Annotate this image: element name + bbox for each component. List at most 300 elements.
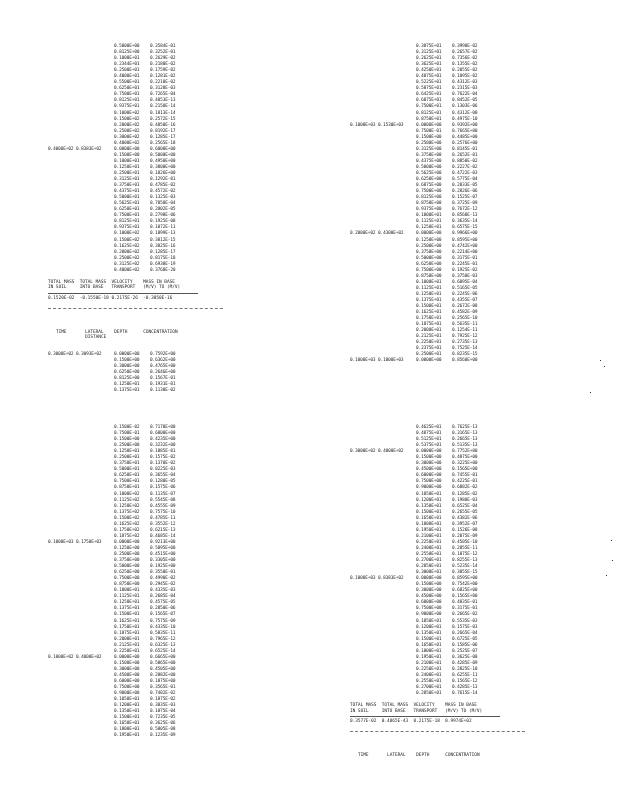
- section-divider: [48, 308, 223, 309]
- depth-cell: 0.5225E+01: [416, 80, 442, 86]
- depth-cell: 0.3625E+01: [416, 62, 442, 68]
- depth-cell: 0.1350E+01: [416, 630, 442, 636]
- concentration-cell: 0.8595E+00: [452, 237, 478, 243]
- concentration-cell: 0.4555E-09: [150, 503, 176, 509]
- depth-cell: 0.1650E+01: [416, 515, 442, 521]
- depth-cell: 0.1000E+01: [416, 213, 442, 219]
- depth-cell: 0.0000E+00: [416, 231, 442, 237]
- depth-cell: 0.2500E+00: [114, 551, 140, 557]
- concentration-cell: 0.3800E+00: [150, 164, 176, 170]
- depth-cell: 0.1950E+01: [114, 733, 140, 739]
- concentration-cell: 0.2833E-05: [452, 183, 478, 189]
- concentration-cell: 0.3165E-13: [452, 431, 478, 437]
- concentration-cell: 0.1292E-01: [150, 177, 176, 183]
- depth-cell: 0.8125E+01: [114, 98, 140, 104]
- depth-cell: 0.7500E-01: [114, 431, 140, 437]
- concentration-cell: 0.4850E-16: [150, 122, 176, 128]
- depth-cell: 0.2125E+01: [416, 334, 442, 340]
- depth-cell: 0.2625E+01: [416, 56, 442, 62]
- concentration-cell: 0.7575E-10: [150, 509, 176, 515]
- concentration-cell: 0.7622E-04: [452, 92, 478, 98]
- depth-cell: 0.3000E+00: [114, 666, 140, 672]
- depth-cell: 0.5375E+01: [416, 443, 442, 449]
- depth-cell: 0.2400E+01: [416, 672, 442, 678]
- depth-cell: 0.6000E+00: [114, 678, 140, 684]
- concentration-cell: 0.1885E-01: [150, 449, 176, 455]
- concentration-cell: 0.6665E+00: [150, 654, 176, 660]
- summary-values: 0.1520E-02 -0.1550E-18 0.2175E-26 -0.3850E-16: [48, 295, 173, 301]
- concentration-cell: 0.8192E-17: [150, 128, 176, 134]
- depth-cell: 0.8125E+00: [114, 50, 140, 56]
- concentration-cell: 0.4225E-01: [452, 479, 478, 485]
- concentration-cell: 0.1280E-05: [150, 479, 176, 485]
- concentration-cell: 0.4572E-02: [150, 189, 176, 195]
- depth-cell: 0.1800E+01: [416, 648, 442, 654]
- concentration-cell: 0.5545E-08: [150, 497, 176, 503]
- depth-cell: 0.6250E+01: [114, 207, 140, 213]
- scan-speck: [606, 575, 607, 576]
- depth-cell: 0.1250E+01: [416, 291, 442, 297]
- concentration-cell: 0.7615E-14: [452, 691, 478, 697]
- concentration-cell: 0.1575E-02: [150, 455, 176, 461]
- concentration-cell: 0.5000E+00: [150, 152, 176, 158]
- concentration-cell: 0.2882E+00: [150, 672, 176, 678]
- concentration-cell: 0.3750E-03: [452, 273, 478, 279]
- concentration-cell: 0.7542E+00: [452, 582, 478, 588]
- depth-cell: 0.2100E+01: [416, 660, 442, 666]
- depth-cell: 0.2100E+01: [416, 533, 442, 539]
- concentration-cell: 0.3175E-01: [452, 255, 478, 261]
- concentration-cell: 0.1303E-06: [452, 104, 478, 110]
- depth-cell: 0.1250E+01: [114, 382, 140, 388]
- depth-cell: 0.1500E+00: [416, 134, 442, 140]
- depth-cell: 0.2375E+01: [416, 346, 442, 352]
- concentration-cell: 0.1285E-17: [150, 249, 176, 255]
- depth-cell: 0.4375E+00: [416, 158, 442, 164]
- depth-cell: 0.1500E+00: [416, 455, 442, 461]
- depth-cell: 0.1500E+01: [114, 612, 140, 618]
- depth-cell: 0.8750E+00: [416, 201, 442, 207]
- concentration-cell: 0.4312E-03: [452, 80, 478, 86]
- summary-header: TOTAL MASS TOTAL MASS VELOCITY MASS IN BASE IN SOIL INTO BASE TRANSPORT (M/V) TO (M/V): [48, 279, 181, 291]
- printout-panel-top-left: [48, 44, 175, 274]
- concentration-cell: 0.4950E+00: [150, 158, 176, 164]
- concentration-cell: 0.4785E-02: [150, 183, 176, 189]
- depth-cell: 0.1000E+02: [114, 491, 140, 497]
- depth-cell: 0.9000E+00: [416, 485, 442, 491]
- concentration-cell: 0.3725E-09: [452, 201, 478, 207]
- depth-cell: 0.8125E+00: [416, 195, 442, 201]
- concentration-cell: 0.1526E-08: [452, 527, 478, 533]
- time-cell: 0.2000E+02 0.4300E+02: [350, 231, 404, 237]
- depth-cell: 0.1125E+02: [114, 497, 140, 503]
- depth-cell: 0.6250E+00: [416, 177, 442, 183]
- concentration-cell: 0.1565E+00: [452, 594, 478, 600]
- concentration-cell: 0.5635E-11: [452, 322, 478, 328]
- table-row: [350, 691, 477, 697]
- time-cell: 0.1000E+02 0.4000E+02: [48, 654, 102, 660]
- depth-cell: 0.2500E+00: [416, 243, 442, 249]
- concentration-cell: 0.5235E-14: [452, 564, 478, 570]
- depth-cell: 0.6000E+00: [416, 473, 442, 479]
- depth-cell: 0.1050E+01: [416, 618, 442, 624]
- depth-cell: 0.1500E+00: [416, 582, 442, 588]
- concentration-cell: 0.1095E-02: [452, 74, 478, 80]
- depth-cell: 0.2125E+01: [114, 642, 140, 648]
- concentration-cell: 0.1565E-12: [452, 678, 478, 684]
- depth-cell: 0.6875E+00: [416, 183, 442, 189]
- concentration-cell: 0.3635E-14: [452, 219, 478, 225]
- concentration-cell: 0.7858E-04: [150, 201, 176, 207]
- concentration-cell: 0.3812E-15: [150, 237, 176, 243]
- depth-cell: 0.7500E+00: [416, 479, 442, 485]
- depth-cell: 0.1250E+00: [114, 545, 140, 551]
- concentration-cell: 0.8145E-01: [452, 146, 478, 152]
- concentration-cell: 0.3655E-04: [150, 473, 176, 479]
- depth-cell: 0.6000E+00: [416, 600, 442, 606]
- concentration-cell: 0.2572E-15: [150, 116, 176, 122]
- depth-cell: 0.7500E+00: [114, 685, 140, 691]
- concentration-cell: 0.1826E+00: [150, 170, 176, 176]
- concentration-cell: 0.7625E-13: [452, 425, 478, 430]
- concentration-cell: 0.1925E-08: [150, 219, 176, 225]
- concentration-cell: 0.1813E-14: [150, 110, 176, 116]
- depth-cell: 0.1250E+01: [416, 225, 442, 231]
- concentration-cell: 0.1285E-17: [150, 134, 176, 140]
- concentration-cell: 0.6800E+00: [150, 431, 176, 437]
- depth-cell: 0.2500E+01: [114, 455, 140, 461]
- depth-cell: 0.1800E+01: [416, 521, 442, 527]
- scan-speck: [612, 560, 613, 561]
- concentration-cell: 0.2565E-18: [150, 140, 176, 146]
- depth-cell: 0.1875E+02: [114, 533, 140, 539]
- concentration-cell: 0.2315E-03: [452, 86, 478, 92]
- concentration-cell: 0.2798E-06: [150, 213, 176, 219]
- concentration-cell: 0.2855E-11: [452, 545, 478, 551]
- depth-cell: 0.7500E+01: [114, 479, 140, 485]
- depth-cell: 0.1500E+01: [114, 715, 140, 721]
- depth-cell: 0.9000E+00: [114, 691, 140, 697]
- depth-cell: 0.8750E+01: [114, 485, 140, 491]
- depth-cell: 0.3000E+00: [416, 461, 442, 467]
- depth-cell: 0.1200E+01: [416, 497, 442, 503]
- depth-cell: 0.1350E+01: [416, 503, 442, 509]
- concentration-cell: 0.1565E-07: [150, 612, 176, 618]
- depth-cell: 0.7500E+00: [416, 267, 442, 273]
- concentration-cell: 0.2825E-10: [452, 666, 478, 672]
- concentration-cell: 0.3565E-01: [150, 685, 176, 691]
- depth-cell: 0.3000E+00: [416, 588, 442, 594]
- concentration-cell: 0.7178E+00: [150, 425, 176, 430]
- concentration-cell: 0.2629E-02: [150, 56, 176, 62]
- depth-cell: 0.3000E+01: [416, 570, 442, 576]
- concentration-cell: 0.4835E-01: [452, 600, 478, 606]
- concentration-cell: 0.2150E-14: [150, 104, 176, 110]
- depth-cell: 0.3000E+02: [114, 134, 140, 140]
- depth-cell: 0.4250E+01: [416, 68, 442, 74]
- depth-cell: 0.2700E+01: [416, 558, 442, 564]
- column-header: TIME LATERAL DEPTH CONCENTRATION: [358, 753, 480, 759]
- depth-cell: 0.4875E+01: [416, 431, 442, 437]
- concentration-cell: 0.5805E-08: [150, 727, 176, 733]
- concentration-cell: 0.2245E-01: [452, 261, 478, 267]
- depth-cell: 0.7500E+01: [114, 92, 140, 98]
- depth-cell: 0.1250E+02: [114, 503, 140, 509]
- concentration-cell: 0.2180E-02: [150, 62, 176, 68]
- concentration-cell: 0.1925E+00: [150, 564, 176, 570]
- concentration-cell: 0.1281E-02: [150, 74, 176, 80]
- concentration-cell: 0.2646E+00: [150, 370, 176, 376]
- concentration-cell: 0.3625E-06: [150, 721, 176, 727]
- concentration-cell: 0.6325E-13: [150, 642, 176, 648]
- concentration-cell: 0.2055E-02: [452, 68, 478, 74]
- depth-cell: 0.6250E+00: [114, 570, 140, 576]
- depth-cell: 0.8125E+01: [114, 219, 140, 225]
- concentration-cell: 0.3550E-01: [150, 570, 176, 576]
- depth-cell: 0.1250E+01: [114, 600, 140, 606]
- depth-cell: 0.5125E+01: [416, 437, 442, 443]
- concentration-cell: 0.4875E+00: [452, 455, 478, 461]
- concentration-cell: 0.4335E-03: [150, 588, 176, 594]
- concentration-cell: 0.5135E-13: [452, 443, 478, 449]
- depth-cell: 0.4875E+01: [416, 74, 442, 80]
- summary-values: 0.3577E-02 0.4865E-43 0.2175E-18 0.9974E+02: [350, 719, 475, 725]
- concentration-cell: 0.2735E-13: [452, 340, 478, 346]
- depth-cell: 0.8125E+00: [114, 376, 140, 382]
- concentration-cell: 0.1925E-02: [452, 267, 478, 273]
- concentration-cell: 0.1759E-02: [150, 68, 176, 74]
- depth-cell: 0.9375E+00: [416, 207, 442, 213]
- concentration-cell: 0.4742E+00: [452, 243, 478, 249]
- depth-cell: 0.1250E+00: [416, 237, 442, 243]
- depth-cell: 0.1625E+01: [114, 618, 140, 624]
- depth-cell: 0.1000E+01: [416, 279, 442, 285]
- concentration-cell: 0.6525E-04: [452, 503, 478, 509]
- depth-cell: 0.2500E+02: [114, 128, 140, 134]
- table-row: [48, 268, 175, 274]
- concentration-cell: 0.3625E-08: [452, 654, 478, 660]
- depth-cell: 0.1750E+01: [114, 624, 140, 630]
- depth-cell: 0.4000E+02: [114, 140, 140, 146]
- depth-cell: 0.8125E+01: [416, 110, 442, 116]
- printout-panel-bottom-left: [48, 425, 175, 739]
- concentration-cell: 0.1138E-02: [150, 388, 176, 394]
- concentration-cell: 0.5165E-05: [452, 285, 478, 291]
- time-cell: 0.1000E+03 0.8383E+02: [350, 576, 404, 582]
- concentration-cell: 0.6725E-05: [452, 636, 478, 642]
- concentration-cell: 0.1370E-02: [150, 461, 176, 467]
- concentration-cell: 0.4053E-13: [150, 98, 176, 104]
- depth-cell: 0.1200E+01: [114, 703, 140, 709]
- depth-cell: 0.1050E+01: [416, 491, 442, 497]
- concentration-cell: 0.4312E-08: [452, 110, 478, 116]
- concentration-cell: 0.4515E+00: [150, 551, 176, 557]
- concentration-cell: 0.2565E-10: [452, 316, 478, 322]
- depth-cell: 0.1125E+01: [416, 219, 442, 225]
- concentration-cell: 0.3952E-07: [452, 521, 478, 527]
- depth-cell: 0.1650E+01: [416, 642, 442, 648]
- depth-cell: 0.1200E+01: [416, 624, 442, 630]
- depth-cell: 0.1000E+02: [114, 231, 140, 237]
- depth-cell: 0.1000E+01: [114, 158, 140, 164]
- concentration-cell: 0.7965E-12: [150, 636, 176, 642]
- depth-cell: 0.1375E+02: [114, 509, 140, 515]
- depth-cell: 0.1500E+00: [114, 357, 140, 363]
- depth-cell: 0.1375E+01: [114, 388, 140, 394]
- concentration-cell: 0.1235E-09: [150, 733, 176, 739]
- concentration-cell: 0.8235E-15: [452, 352, 478, 358]
- depth-cell: 0.2500E+01: [416, 352, 442, 358]
- concentration-cell: 0.4505E-10: [452, 539, 478, 545]
- time-cell: 0.1000E+03 0.1000E+03: [350, 358, 404, 364]
- depth-cell: 0.4375E+01: [114, 189, 140, 195]
- concentration-cell: 0.9392E+00: [452, 122, 478, 128]
- concentration-cell: 0.8452E-05: [452, 98, 478, 104]
- concentration-cell: 0.1567E-01: [150, 376, 176, 382]
- depth-cell: 0.1800E+01: [114, 727, 140, 733]
- concentration-cell: 0.3990E-02: [452, 44, 478, 49]
- concentration-cell: 0.1285E-02: [452, 491, 478, 497]
- concentration-cell: 0.7575E-09: [150, 618, 176, 624]
- depth-cell: 0.1950E+01: [416, 527, 442, 533]
- concentration-cell: 0.3225E+00: [452, 461, 478, 467]
- concentration-cell: 0.8595E+00: [452, 576, 478, 582]
- concentration-cell: 0.7455E-01: [452, 473, 478, 479]
- table-row: [350, 358, 477, 364]
- depth-cell: 0.3750E+01: [114, 461, 140, 467]
- depth-cell: 0.2500E+01: [114, 68, 140, 74]
- concentration-cell: 0.4335E-10: [150, 624, 176, 630]
- depth-cell: 0.3125E+02: [114, 261, 140, 267]
- concentration-cell: 0.4990E-02: [150, 576, 176, 582]
- concentration-cell: 0.2672E-08: [452, 304, 478, 310]
- concentration-cell: 0.4505E+00: [150, 666, 176, 672]
- depth-cell: 0.2500E+01: [114, 170, 140, 176]
- concentration-cell: 0.7925E-12: [452, 334, 478, 340]
- concentration-cell: 0.1875E-02: [150, 697, 176, 703]
- concentration-cell: 0.2945E-02: [150, 582, 176, 588]
- depth-cell: 0.0000E+00: [416, 576, 442, 582]
- depth-cell: 0.1875E+01: [416, 322, 442, 328]
- depth-cell: 0.1500E+00: [114, 437, 140, 443]
- concentration-cell: 0.7752E+00: [452, 449, 478, 455]
- time-cell: 0.1000E+03 0.1530E+03: [350, 122, 404, 128]
- depth-cell: 0.7500E+01: [416, 104, 442, 110]
- concentration-cell: 0.6525E-14: [150, 648, 176, 654]
- depth-cell: 0.2500E+02: [114, 255, 140, 261]
- depth-cell: 0.8750E+01: [416, 116, 442, 122]
- depth-cell: 0.5000E+01: [114, 195, 140, 201]
- depth-cell: 0.6250E+00: [416, 261, 442, 267]
- depth-cell: 0.1500E+02: [114, 116, 140, 122]
- depth-cell: 0.6875E+01: [416, 98, 442, 104]
- summary-rule: [48, 293, 198, 294]
- concentration-cell: 0.3855E-15: [452, 570, 478, 576]
- depth-cell: 0.2500E+00: [416, 140, 442, 146]
- concentration-cell: 0.8255E-13: [452, 558, 478, 564]
- depth-cell: 0.1500E+01: [416, 509, 442, 515]
- concentration-cell: 0.1525E-07: [452, 195, 478, 201]
- depth-cell: 0.1750E+02: [114, 527, 140, 533]
- concentration-cell: 0.5535E-03: [452, 618, 478, 624]
- depth-cell: 0.7500E+00: [416, 189, 442, 195]
- printout-panel-bottom-right: [350, 425, 477, 697]
- depth-cell: 0.1050E+01: [114, 697, 140, 703]
- concentration-cell: 0.6882E-02: [452, 485, 478, 491]
- depth-cell: 0.4500E+00: [416, 467, 442, 473]
- concentration-cell: 0.4685E-14: [150, 533, 176, 539]
- depth-cell: 0.7500E-01: [416, 128, 442, 134]
- depth-cell: 0.3000E+00: [114, 363, 140, 369]
- depth-cell: 0.2000E+02: [114, 249, 140, 255]
- concentration-cell: 0.4235E+00: [150, 437, 176, 443]
- column-header: TIME LATERAL DEPTH CONCENTRATION DISTANCE: [56, 329, 178, 341]
- depth-cell: 0.3125E+01: [114, 177, 140, 183]
- depth-cell: 0.2850E+01: [416, 564, 442, 570]
- depth-cell: 0.5000E+00: [114, 564, 140, 570]
- time-cell: 0.1000E+03 0.1750E+03: [48, 539, 102, 545]
- concentration-cell: 0.1135E-07: [150, 491, 176, 497]
- depth-cell: 0.0000E+00: [114, 654, 140, 660]
- scan-speck: [600, 360, 601, 361]
- depth-cell: 0.2344E+01: [114, 62, 140, 68]
- depth-cell: 0.3125E+01: [416, 50, 442, 56]
- depth-cell: 0.2250E+01: [416, 666, 442, 672]
- scan-speck: [590, 392, 591, 393]
- concentration-cell: 0.3552E-12: [150, 521, 176, 527]
- depth-cell: 0.6425E+01: [416, 92, 442, 98]
- concentration-cell: 0.5865E+00: [150, 660, 176, 666]
- concentration-cell: 0.2652E-01: [452, 152, 478, 158]
- concentration-cell: 0.2075E-09: [452, 533, 478, 539]
- concentration-cell: 0.3835E-03: [150, 703, 176, 709]
- depth-cell: 0.2250E+01: [114, 648, 140, 654]
- depth-cell: 0.1125E+01: [114, 594, 140, 600]
- concentration-cell: 0.2850E-06: [150, 606, 176, 612]
- concentration-cell: 0.3232E+00: [150, 443, 176, 449]
- concentration-cell: 0.6362E+00: [150, 357, 176, 363]
- depth-cell: 0.4000E+02: [114, 267, 140, 273]
- table-row: [48, 733, 175, 739]
- concentration-cell: 0.3252E-01: [150, 50, 176, 56]
- depth-cell: 0.2250E+01: [416, 539, 442, 545]
- concentration-cell: 0.1565E+00: [452, 467, 478, 473]
- depth-cell: 0.5500E+01: [114, 80, 140, 86]
- depth-cell: 0.5000E+00: [416, 255, 442, 261]
- concentration-cell: 0.9966E+00: [452, 231, 478, 237]
- concentration-cell: 0.1931E-01: [150, 382, 176, 388]
- concentration-cell: 0.2576E+00: [452, 140, 478, 146]
- depth-cell: 0.1000E+01: [114, 588, 140, 594]
- depth-cell: 0.0000E+00: [114, 146, 140, 152]
- concentration-cell: 0.3584E-01: [150, 44, 176, 49]
- concentration-cell: 0.1875E+00: [150, 678, 176, 684]
- concentration-cell: 0.1325E-03: [150, 195, 176, 201]
- depth-cell: 0.3875E+01: [416, 44, 442, 49]
- scan-speck: [604, 366, 605, 367]
- depth-cell: 0.5625E+01: [114, 201, 140, 207]
- depth-cell: 0.8750E+00: [114, 582, 140, 588]
- concentration-cell: 0.4722E-03: [452, 170, 478, 176]
- summary-header: TOTAL MASS TOTAL MASS VELOCITY MASS IN BASE IN SOIL INTO BASE TRANSPORT (M/V) TO (M/V): [350, 703, 483, 714]
- depth-cell: 0.0000E+00: [114, 351, 140, 357]
- concentration-cell: 0.4485E+00: [452, 134, 478, 140]
- depth-cell: 0.7500E+00: [114, 576, 140, 582]
- concentration-cell: 0.1575E-06: [150, 485, 176, 491]
- concentration-cell: 0.1355E-02: [452, 62, 478, 68]
- concentration-cell: 0.6000E+00: [150, 146, 176, 152]
- concentration-cell: 0.2665E-04: [452, 630, 478, 636]
